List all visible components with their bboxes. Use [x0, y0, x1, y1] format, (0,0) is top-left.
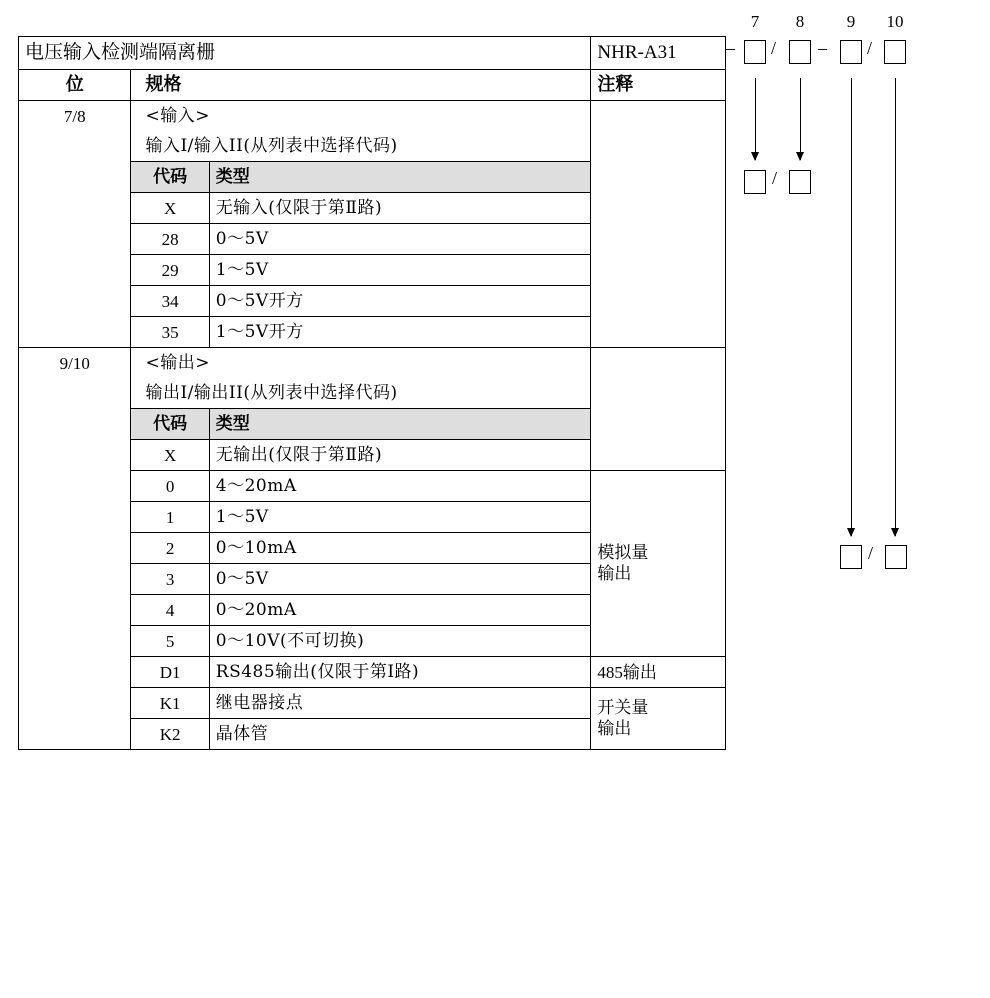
- section-input-note-1: [591, 101, 726, 132]
- section-output-position-cont-3: [19, 440, 131, 471]
- section-output-subheading-row: [19, 378, 726, 409]
- digit-label-10: 10: [886, 12, 904, 31]
- row-type: 1～5V: [209, 255, 591, 286]
- code-box-10[interactable]: [884, 40, 906, 64]
- row-code: 29: [131, 255, 209, 286]
- subheader-type-output: 类型: [209, 409, 591, 440]
- row-type: 1～5V开方: [209, 317, 591, 348]
- section-output-note-2: [591, 378, 726, 409]
- section-output-position-cont-8: [19, 595, 131, 626]
- row-type: 0～10V(不可切换): [209, 626, 591, 657]
- section-output-note-3: [591, 409, 726, 440]
- section-output-position-cont-1: [19, 378, 131, 409]
- code-dash-1: –: [726, 38, 735, 58]
- code-group-output: [840, 545, 930, 571]
- spec-table-container: [18, 36, 726, 750]
- section-input-position: 7/8: [19, 101, 131, 132]
- row-code: 5: [131, 626, 209, 657]
- section-input-position-cont-5: [19, 255, 131, 286]
- row-type: 0～5V: [209, 224, 591, 255]
- table-row: [19, 255, 726, 286]
- section-input-position-cont-4: [19, 224, 131, 255]
- table-row: [19, 657, 726, 688]
- row-note: [591, 224, 726, 255]
- subheader-code-output: 代码: [131, 409, 209, 440]
- code-box-7[interactable]: [744, 40, 766, 64]
- note-switch-line1: 开关量: [597, 697, 649, 718]
- table-row: [19, 193, 726, 224]
- table-row: [19, 224, 726, 255]
- row-code: K2: [131, 719, 209, 750]
- table-row: [19, 471, 726, 502]
- section-output-position-cont-4: [19, 471, 131, 502]
- arrow-digit-8: [800, 78, 801, 160]
- section-input-position-cont-6: [19, 286, 131, 317]
- section-input-position-cont-7: [19, 317, 131, 348]
- code-box-input-2[interactable]: [789, 170, 811, 194]
- header-position: 位: [19, 69, 131, 101]
- row-type: 0～5V开方: [209, 286, 591, 317]
- digit-label-8: 8: [795, 12, 805, 31]
- arrow-digit-10: [895, 78, 896, 536]
- section-output-position-cont-2: [19, 409, 131, 440]
- row-code: 0: [131, 471, 209, 502]
- section-output-position-cont-11: [19, 688, 131, 719]
- spec-table: [18, 36, 726, 750]
- section-output-position-cont-7: [19, 564, 131, 595]
- row-note: [591, 317, 726, 348]
- row-code: 28: [131, 224, 209, 255]
- table-row: [19, 286, 726, 317]
- row-type: 0～20mA: [209, 595, 591, 626]
- row-type: 无输出(仅限于第Ⅱ路): [209, 440, 591, 471]
- subheader-code-input: 代码: [131, 162, 209, 193]
- section-input-note-3: [591, 162, 726, 193]
- section-input-subheading-row: [19, 131, 726, 162]
- product-model: NHR-A31: [591, 37, 726, 70]
- table-row: [19, 688, 726, 719]
- row-note: [591, 193, 726, 224]
- product-title: 电压输入检测端隔离栅: [19, 37, 591, 70]
- note-switch-output: [591, 688, 726, 750]
- section-input-heading-row: [19, 101, 726, 132]
- note-analog-output: [591, 471, 726, 657]
- row-type: 0～10mA: [209, 533, 591, 564]
- section-output-code-header-row: [19, 409, 726, 440]
- code-group-output-slash: /: [868, 543, 874, 563]
- section-output-note-1: [591, 348, 726, 379]
- code-group-input: [744, 170, 834, 196]
- row-note: [591, 440, 726, 471]
- row-type: 0～5V: [209, 564, 591, 595]
- header-spec: 规格: [131, 69, 591, 101]
- section-output-heading-row: [19, 348, 726, 379]
- section-input-subheading: 输入I/输入II(从列表中选择代码): [131, 131, 591, 162]
- section-output-position-cont-6: [19, 533, 131, 564]
- digit-label-9: 9: [846, 12, 856, 31]
- row-code: D1: [131, 657, 209, 688]
- row-code: X: [131, 193, 209, 224]
- header-note: 注释: [591, 69, 726, 101]
- section-input-position-cont-2: [19, 162, 131, 193]
- section-output-position-cont-9: [19, 626, 131, 657]
- section-output-subheading: 输出I/输出II(从列表中选择代码): [131, 378, 591, 409]
- section-output-position: 9/10: [19, 348, 131, 379]
- row-type: 晶体管: [209, 719, 591, 750]
- code-box-input-1[interactable]: [744, 170, 766, 194]
- row-note: [591, 255, 726, 286]
- code-box-8[interactable]: [789, 40, 811, 64]
- table-row: [19, 317, 726, 348]
- row-code: X: [131, 440, 209, 471]
- row-note: [591, 286, 726, 317]
- note-rs485-output: 485输出: [591, 657, 726, 688]
- section-input-code-header-row: [19, 162, 726, 193]
- note-analog-line2: 输出: [597, 563, 632, 584]
- section-output-heading: <输出>: [131, 348, 591, 379]
- arrow-digit-9: [851, 78, 852, 536]
- row-code: 34: [131, 286, 209, 317]
- section-input-position-cont-1: [19, 131, 131, 162]
- subheader-type-input: 类型: [209, 162, 591, 193]
- row-code: 1: [131, 502, 209, 533]
- section-input-heading: <输入>: [131, 101, 591, 132]
- model-code-diagram: [726, 0, 990, 998]
- code-box-9[interactable]: [840, 40, 862, 64]
- digit-label-7: 7: [750, 12, 760, 31]
- table-title-row: [19, 37, 726, 70]
- section-input-note-2: [591, 131, 726, 162]
- section-output-position-cont-12: [19, 719, 131, 750]
- arrow-digit-7: [755, 78, 756, 160]
- table-header-row: [19, 69, 726, 101]
- row-type: 无输入(仅限于第Ⅱ路): [209, 193, 591, 224]
- row-type: 1～5V: [209, 502, 591, 533]
- section-input-position-cont-3: [19, 193, 131, 224]
- note-switch-line2: 输出: [597, 718, 632, 739]
- row-code: K1: [131, 688, 209, 719]
- note-analog-line1: 模拟量: [597, 542, 649, 563]
- row-code: 3: [131, 564, 209, 595]
- row-code: 4: [131, 595, 209, 626]
- row-code: 2: [131, 533, 209, 564]
- section-output-position-cont-5: [19, 502, 131, 533]
- code-slash-1: /: [771, 38, 777, 58]
- row-type: RS485输出(仅限于第Ⅰ路): [209, 657, 591, 688]
- code-box-output-1[interactable]: [840, 545, 862, 569]
- code-group-input-slash: /: [772, 168, 778, 188]
- table-row: [19, 440, 726, 471]
- code-dash-2: –: [818, 38, 827, 58]
- section-output-position-cont-10: [19, 657, 131, 688]
- row-code: 35: [131, 317, 209, 348]
- row-type: 继电器接点: [209, 688, 591, 719]
- code-box-output-2[interactable]: [885, 545, 907, 569]
- row-type: 4～20mA: [209, 471, 591, 502]
- code-slash-2: /: [867, 38, 873, 58]
